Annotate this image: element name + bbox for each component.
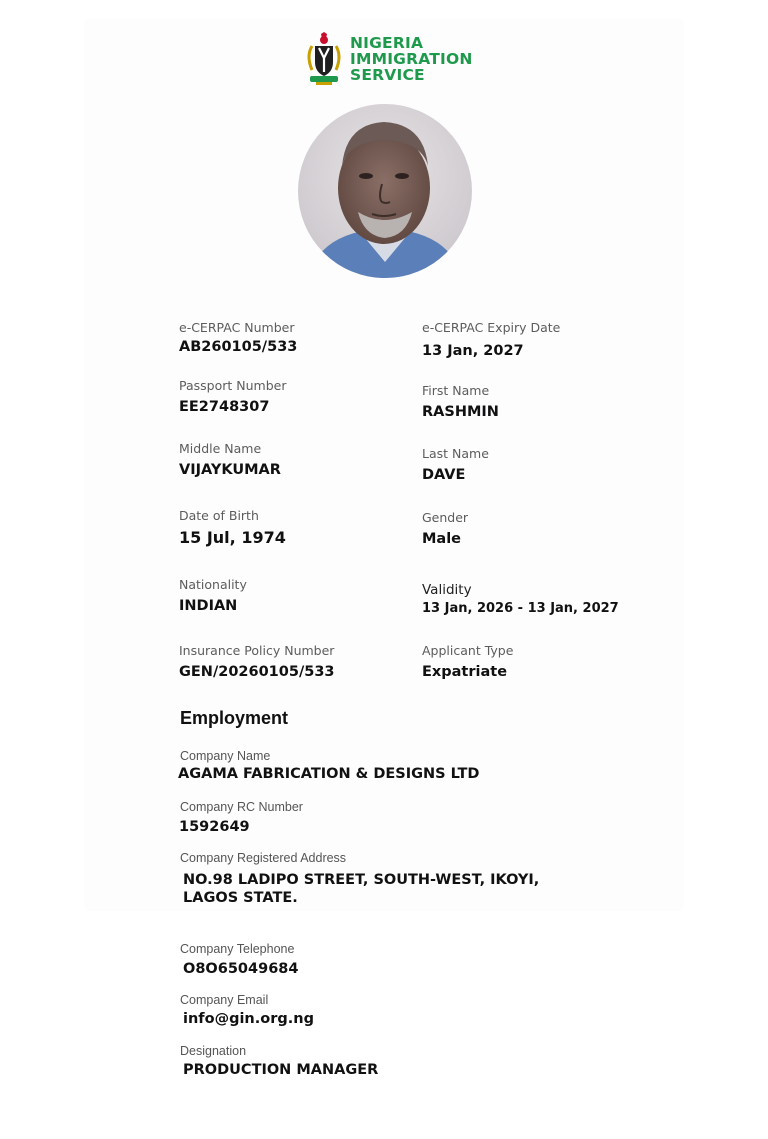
company-telephone-label: Company Telephone <box>180 942 295 956</box>
validity-label: Validity <box>422 582 472 598</box>
last-name-label: Last Name <box>422 446 489 461</box>
field-company-telephone <box>180 942 294 957</box>
ecerpac-expiry-value: 13 Jan, 2027 <box>422 343 524 359</box>
logo-line-1: NIGERIA <box>350 34 424 52</box>
field-company-rc <box>180 800 303 815</box>
field-company-email-value-wrap <box>183 1010 314 1029</box>
last-name-value: DAVE <box>422 467 466 483</box>
field-passport-number <box>179 378 286 417</box>
field-company-name-value-wrap <box>178 765 479 784</box>
field-ecerpac-expiry <box>422 320 560 361</box>
company-telephone-value: O8O65049684 <box>183 961 299 977</box>
first-name-label: First Name <box>422 383 490 398</box>
field-company-address <box>180 851 346 866</box>
company-rc-label: Company RC Number <box>180 800 303 814</box>
field-last-name <box>422 446 489 485</box>
passport-number-label: Passport Number <box>179 378 287 393</box>
insurance-policy-value: GEN/20260105/533 <box>179 664 335 680</box>
ecerpac-expiry-label: e-CERPAC Expiry Date <box>422 320 561 335</box>
field-validity <box>422 582 619 618</box>
company-address-value <box>183 871 543 907</box>
applicant-type-label: Applicant Type <box>422 643 514 658</box>
nationality-value: INDIAN <box>179 598 238 614</box>
date-of-birth-label: Date of Birth <box>179 508 259 523</box>
gender-value: Male <box>422 531 462 547</box>
field-ecerpac-number <box>179 320 297 357</box>
insurance-policy-label: Insurance Policy Number <box>179 643 335 658</box>
nis-logo <box>306 32 473 86</box>
middle-name-value: VIJAYKUMAR <box>179 462 281 478</box>
ecerpac-number-label: e-CERPAC Number <box>179 320 295 335</box>
field-designation <box>180 1044 246 1059</box>
designation-label: Designation <box>180 1044 247 1058</box>
date-of-birth-value: 15 Jul, 1974 <box>179 528 286 547</box>
applicant-type-value: Expatriate <box>422 664 508 680</box>
company-address-line-1: NO.98 LADIPO STREET, SOUTH-WEST, IKOYI, <box>183 872 540 888</box>
nationality-label: Nationality <box>179 577 247 592</box>
passport-number-value: EE2748307 <box>179 399 270 415</box>
field-middle-name <box>179 441 281 480</box>
company-email-value: info@gin.org.ng <box>183 1011 314 1027</box>
field-gender <box>422 510 468 549</box>
applicant-photo <box>298 104 472 278</box>
field-designation-value-wrap <box>183 1061 378 1080</box>
validity-value: 13 Jan, 2026 - 13 Jan, 2027 <box>422 601 619 616</box>
field-company-email <box>180 993 268 1008</box>
field-company-telephone-value-wrap <box>183 960 298 979</box>
nigeria-coat-of-arms-icon <box>306 32 342 86</box>
designation-value: PRODUCTION MANAGER <box>183 1062 379 1078</box>
field-insurance-policy <box>179 643 335 682</box>
logo-line-3: SERVICE <box>350 66 425 84</box>
field-company-name <box>180 749 270 764</box>
company-rc-value: 1592649 <box>179 819 250 835</box>
field-first-name <box>422 383 499 422</box>
ecerpac-number-value: AB260105/533 <box>179 339 298 355</box>
nis-logo-text <box>350 35 473 83</box>
company-name-label: Company Name <box>180 749 271 763</box>
field-company-rc-value-wrap <box>179 818 250 837</box>
applicant-photo-icon <box>298 104 472 278</box>
company-email-label: Company Email <box>180 993 269 1007</box>
field-applicant-type <box>422 643 513 682</box>
company-address-line-2: LAGOS STATE. <box>183 890 298 906</box>
employment-heading: Employment <box>180 708 289 728</box>
company-name-value: AGAMA FABRICATION & DESIGNS LTD <box>178 766 480 782</box>
gender-label: Gender <box>422 510 469 525</box>
logo-line-2: IMMIGRATION <box>350 50 473 68</box>
first-name-value: RASHMIN <box>422 404 499 420</box>
field-nationality <box>179 577 247 616</box>
field-date-of-birth <box>179 508 286 547</box>
middle-name-label: Middle Name <box>179 441 262 456</box>
company-address-label: Company Registered Address <box>180 851 347 865</box>
